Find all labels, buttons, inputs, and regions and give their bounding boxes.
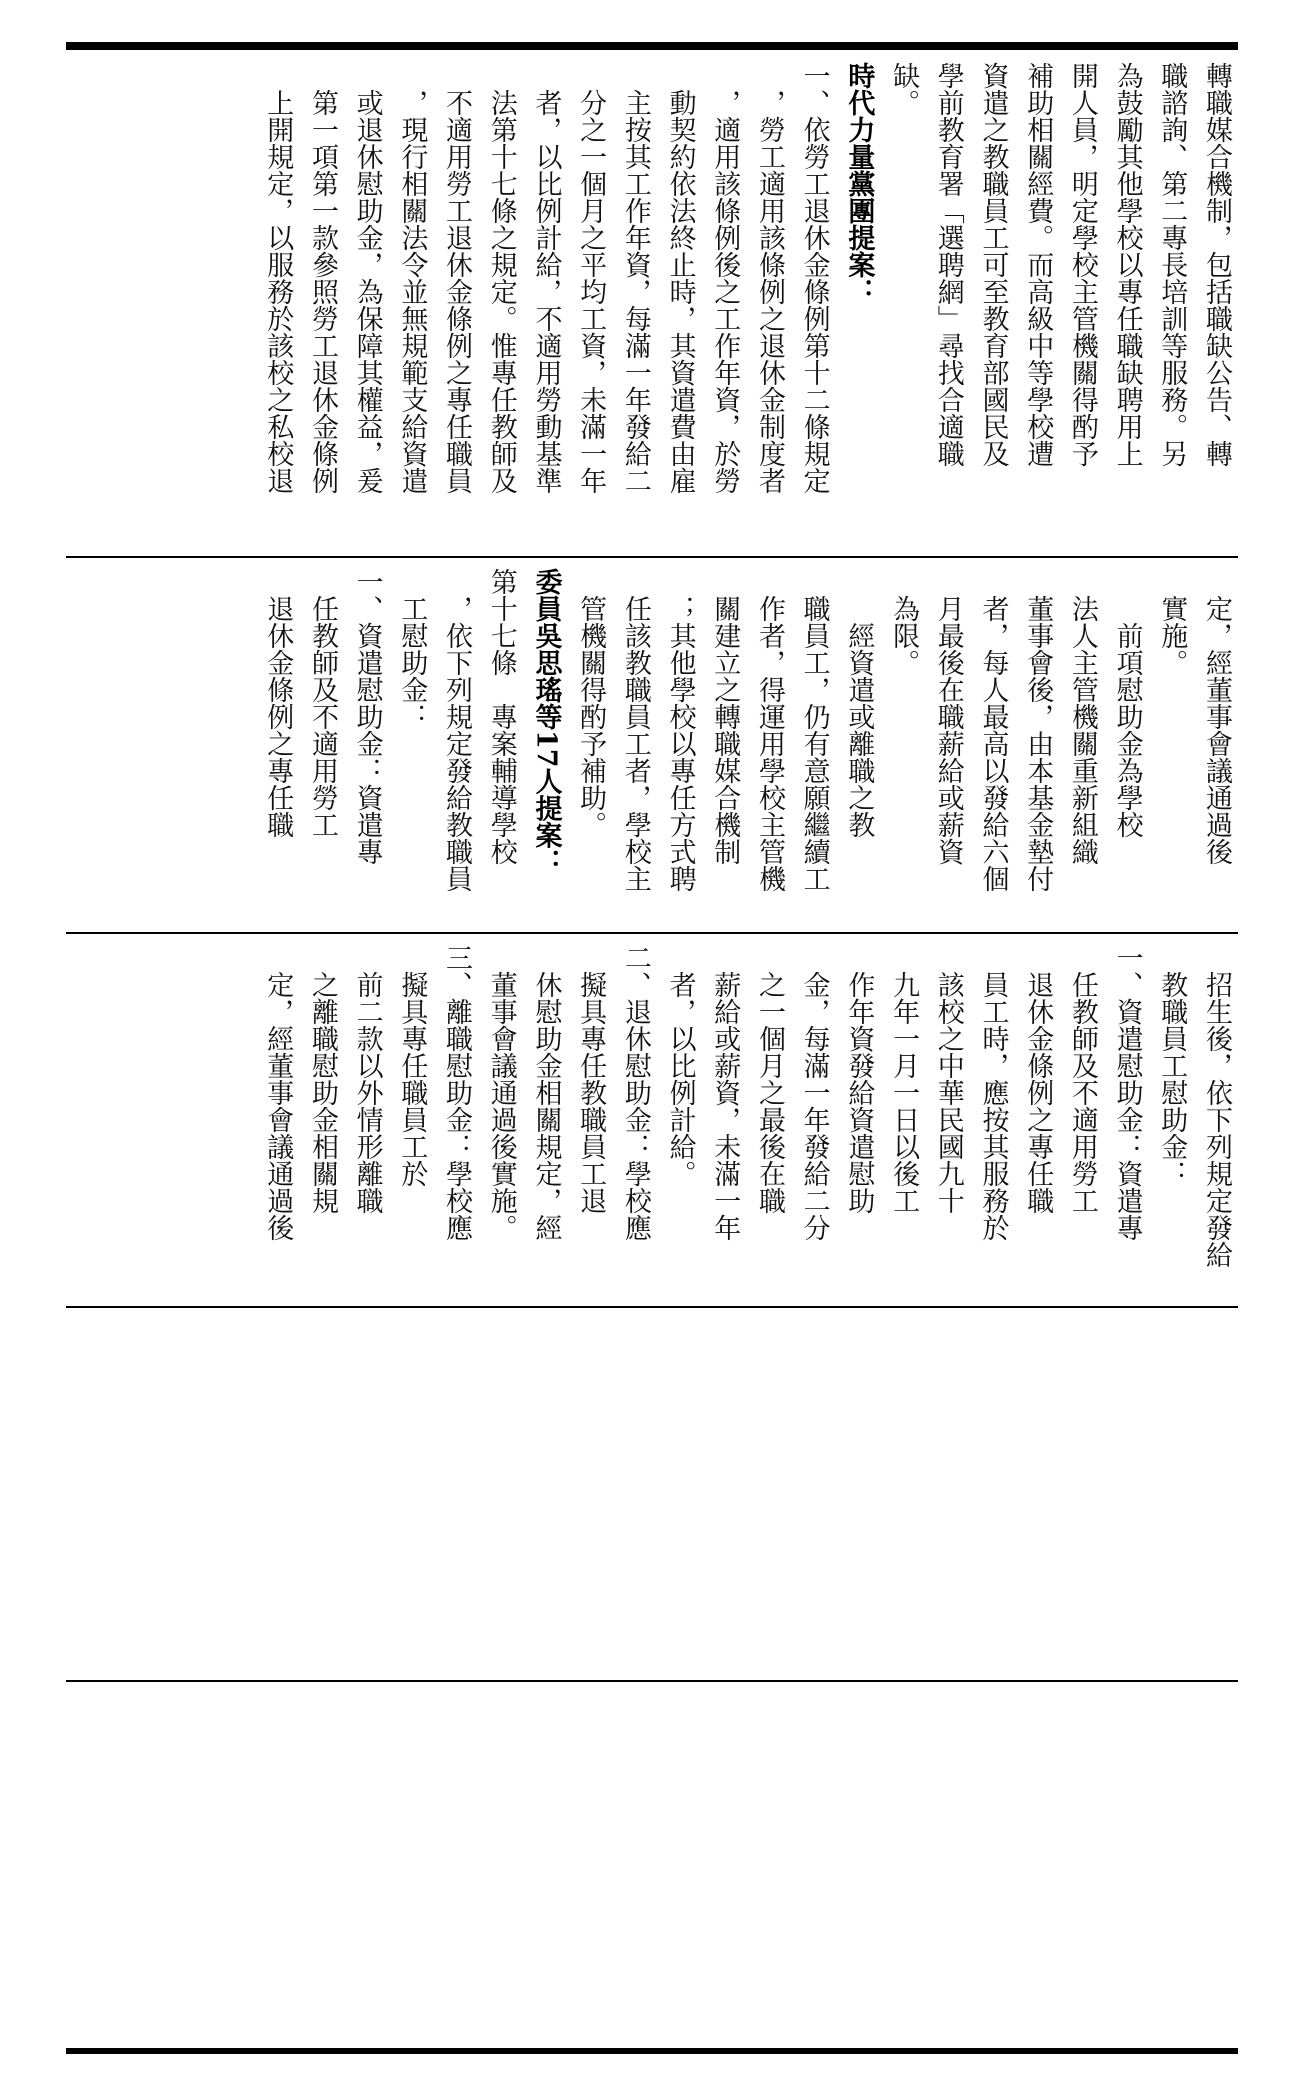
text-line: 缺。 [888, 62, 920, 116]
text-line: 職員工，仍有意願繼續工 [798, 568, 830, 892]
text-line: 動契約依法終止時，其資遣費由雇 [664, 62, 696, 494]
text-line: 擬具專任教職員工退 [575, 944, 607, 1214]
text-line: 任教師及不適用勞工 [1066, 944, 1098, 1214]
text-line: 二、退休慰助金：學校應 [619, 944, 651, 1241]
table-cell-row-4 [66, 1308, 1238, 1680]
cell-text [66, 934, 1238, 1306]
text-line: 關建立之轉職媒合機制 [709, 568, 741, 865]
text-line: 該校之中華民國九十 [932, 944, 964, 1214]
text-line: 金，每滿一年發給二分 [798, 944, 830, 1241]
text-line: 分之一個月之平均工資，未滿一年 [575, 62, 607, 494]
table-cell-row-2 [66, 558, 1238, 932]
text-line: 或退休慰助金，為保障其權益，爰 [351, 62, 383, 494]
text-line: 為限。 [888, 568, 920, 676]
text-line: ，依下列規定發給教職員 [441, 568, 473, 892]
text-line: 一、資遣慰助金：資遣專 [351, 568, 383, 865]
text-line: 任該教職員工者，學校主 [619, 568, 651, 892]
text-line: 上開規定，以服務於該校之私校退 [262, 62, 294, 494]
table-cell-row-3 [66, 934, 1238, 1306]
text-line: 第一項第一款參照勞工退休金條例 [306, 62, 338, 494]
cell-text [66, 52, 1238, 556]
text-line: 定，經董事會議通過後 [1201, 568, 1232, 865]
text-line: 作年資發給資遣慰助 [843, 944, 875, 1214]
text-line: 董事會議通過後實施。 [485, 944, 517, 1241]
text-line: 退休金條例之專任職 [1022, 944, 1054, 1214]
text-line: 主按其工作年資，每滿一年發給二 [619, 62, 651, 494]
text-line: 者，以比例計給，不適用勞動基準 [530, 62, 562, 494]
text-line: 為鼓勵其他學校以專任職缺聘用上 [1111, 62, 1143, 467]
text-line: 第十七條 專案輔導學校 [485, 568, 517, 865]
section-heading: 時代力量黨團提案： [843, 62, 875, 305]
text-line: 擬具專任職員工於 [396, 944, 428, 1187]
text-line: 三、離職慰助金：學校應 [441, 944, 473, 1241]
text-line: 之離職慰助金相關規 [306, 944, 338, 1214]
section-heading: 委員吳思瑤等17人提案： [530, 568, 562, 876]
text-line: 轉職媒合機制，包括職缺公告、轉 [1201, 62, 1232, 467]
text-line: 董事會後，由本基金墊付 [1022, 568, 1054, 892]
text-line: 九年一月一日以後工 [888, 944, 920, 1214]
text-line: ；其他學校以專任方式聘 [664, 568, 696, 892]
text-line: 前項慰助金為學校 [1111, 568, 1143, 838]
table-cell-row-1 [66, 52, 1238, 556]
text-line: 法人主管機關重新組織 [1066, 568, 1098, 865]
text-line: 作者，得運用學校主管機 [753, 568, 785, 892]
text-line: 休慰助金相關規定，經 [530, 944, 562, 1241]
top-rule [66, 42, 1238, 50]
text-line: 不適用勞工退休金條例之專任職員 [441, 62, 473, 494]
text-line: 教職員工慰助金： [1156, 944, 1188, 1187]
text-line: 補助相關經費。而高級中等學校遭 [1022, 62, 1054, 467]
text-line: 法第十七條之規定。惟專任教師及 [485, 62, 517, 494]
text-line: 一、資遣慰助金：資遣專 [1111, 944, 1143, 1241]
bottom-rule [66, 2048, 1238, 2054]
text-line: 一、依勞工退休金條例第十二條規定 [798, 62, 830, 494]
text-line: 任教師及不適用勞工 [306, 568, 338, 838]
text-line: 資遣之教職員工可至教育部國民及 [977, 62, 1009, 467]
text-line: 退休金條例之專任職 [262, 568, 294, 838]
text-line: 學前教育署「選聘網」尋找合適職 [932, 62, 964, 467]
text-line: 定，經董事會議通過後 [262, 944, 294, 1241]
text-line: 者，每人最高以發給六個 [977, 568, 1009, 892]
text-line: 工慰助金： [396, 568, 428, 730]
text-line: 經資遣或離職之教 [843, 568, 875, 838]
text-line: 前二款以外情形離職 [351, 944, 383, 1214]
text-line: ，適用該條例後之工作年資，於勞 [709, 62, 741, 494]
text-line: 職諮詢、第二專長培訓等服務。另 [1156, 62, 1188, 467]
text-line: 員工時，應按其服務於 [977, 944, 1009, 1241]
text-line: 招生後，依下列規定發給 [1201, 944, 1232, 1268]
text-line: 者，以比例計給。 [664, 944, 696, 1187]
table-cell-row-5 [66, 1682, 1238, 2048]
text-line: 薪給或薪資，未滿一年 [709, 944, 741, 1241]
text-line: ，勞工適用該條例之退休金制度者 [753, 62, 785, 494]
text-line: ，現行相關法令並無規範支給資遣 [396, 62, 428, 494]
cell-text [66, 558, 1238, 932]
text-line: 月最後在職薪給或薪資 [932, 568, 964, 865]
text-line: 之一個月之最後在職 [753, 944, 785, 1214]
text-line: 開人員，明定學校主管機關得酌予 [1066, 62, 1098, 467]
text-line: 管機關得酌予補助。 [575, 568, 607, 838]
text-line: 實施。 [1156, 568, 1188, 676]
